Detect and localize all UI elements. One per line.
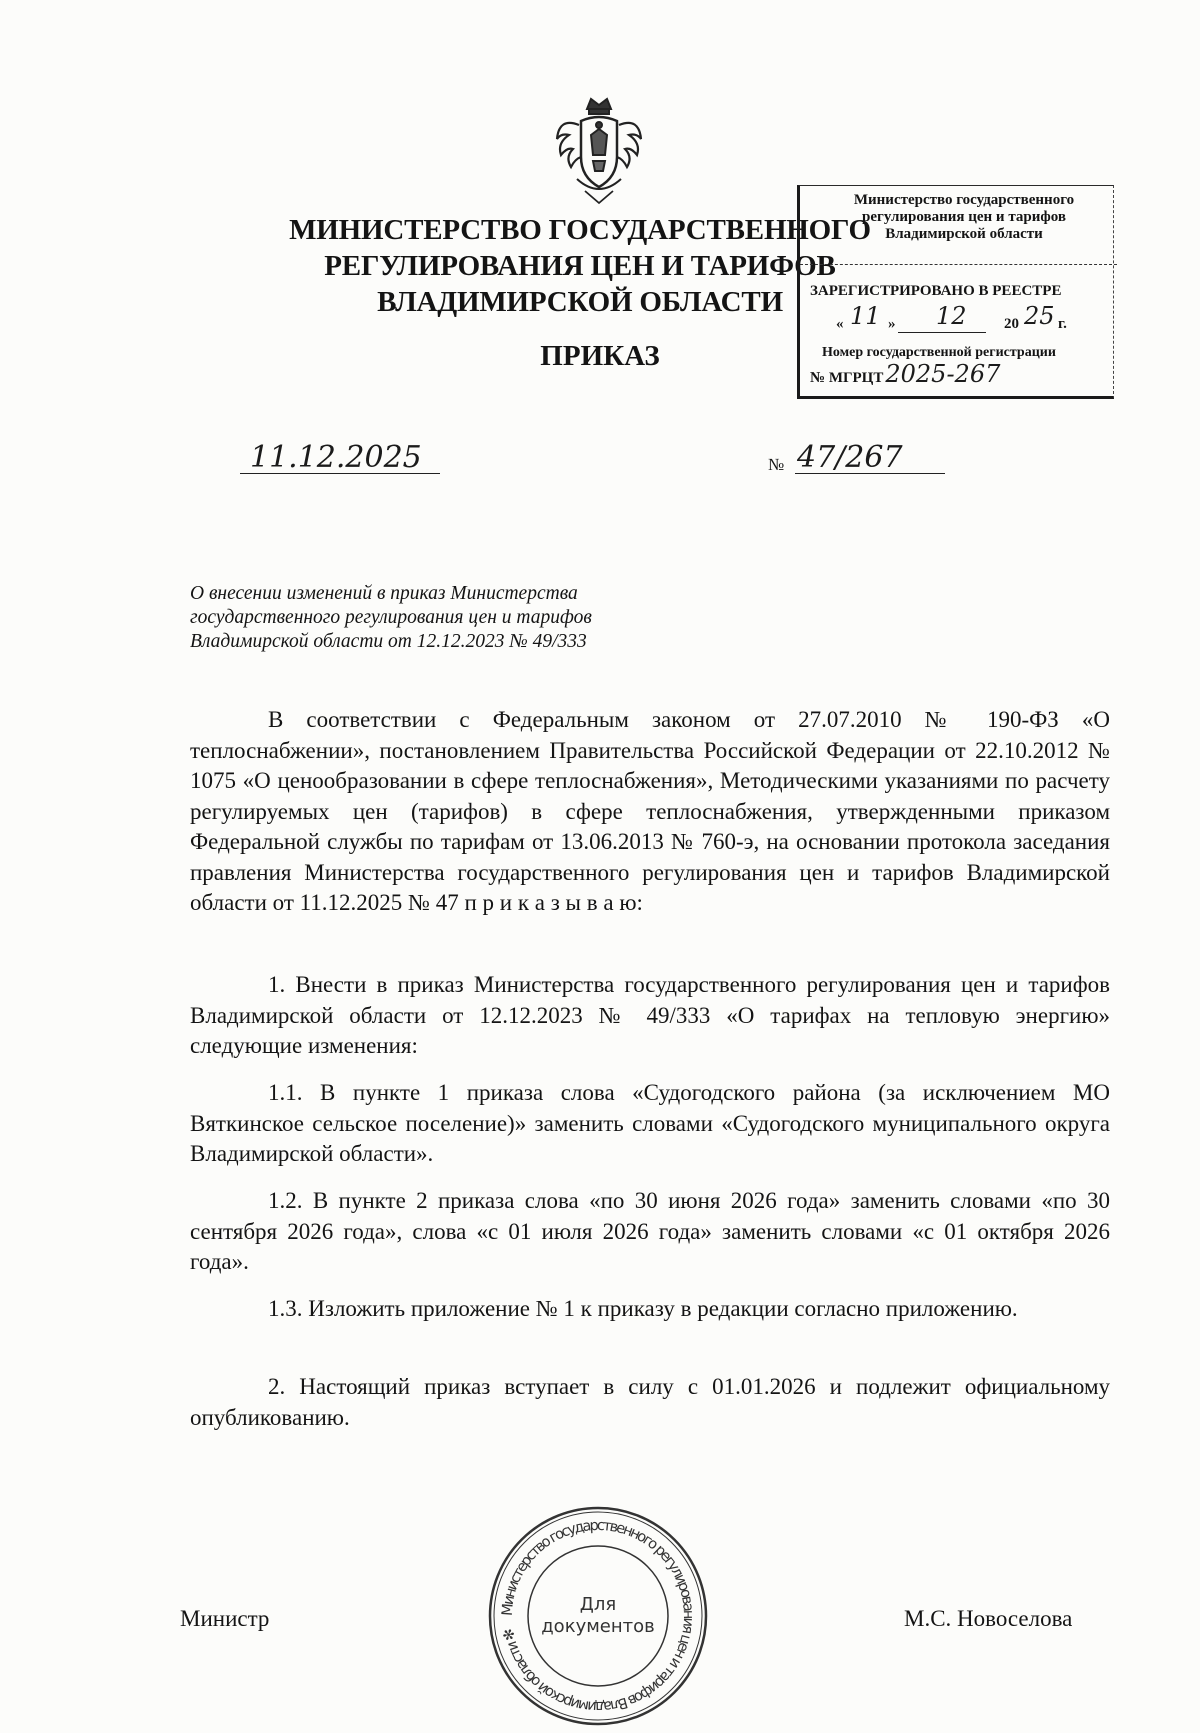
stamp-day: 11 [850,302,881,330]
coat-of-arms-icon [551,95,647,207]
seal-center-line2: документов [541,1616,655,1637]
item-1-3-paragraph: 1.3. Изложить приложение № 1 к приказу в редакции согласно приложению. [268,1296,1018,1321]
stamp-ministry-line3: Владимирской области [885,226,1043,242]
order-number-sign: № [768,455,785,474]
signatory-role: Министр [180,1606,270,1631]
subject-line2: государственного регулирования цен и тарифов [190,607,592,628]
order-number-underline [795,473,945,474]
item-1-2-paragraph: 1.2. В пункте 2 приказа слова «по 30 июня 2026 года» заменить словами «по 30 сентября 2026 года», слова «с 01 июля 2026 года» заменить словами «с 01 октября 2026 года». [190,1188,1110,1274]
signatory-name: М.С. Новоселова [904,1606,1073,1631]
subject-line3: Владимирской области от 12.12.2023 № 49/333 [190,631,587,652]
stamp-year-prefix: 20 [1004,316,1019,332]
stamp-ministry-block [814,192,1114,243]
stamp-number-row [810,360,1001,388]
order-number: 47/267 [797,440,903,475]
stamp-number-prefix: № МГРЦТ [810,370,884,386]
stamp-year-suffix: 25 [1024,302,1055,330]
stamp-registered-label: ЗАРЕГИСТРИРОВАНО В РЕЕСТРЕ [810,283,1062,299]
stamp-number-value: 2025-267 [885,360,1001,388]
seal-ring-text: Министерство государственного регулирования цен и тарифов Владимирской области ✻ [499,1517,697,1715]
stamp-ministry-line1: Министерство государственного [853,192,1075,208]
seal-center-line1: Для [579,1594,617,1615]
item-1-paragraph: 1. Внести в приказ Министерства государственного регулирования цен и тарифов Владимирской области от 12.12.2023 № 49/333 «О тарифах на тепловую энергию» следующие изменения: [190,972,1110,1058]
stamp-divider [800,264,1117,265]
item-1-1-paragraph: 1.1. В пункте 1 приказа слова «Судогодского района (за исключением МО Вяткинское сельское поселение)» заменить словами «Судогодского муниципального округа Владимирской области». [190,1080,1110,1166]
registration-stamp [797,185,1114,399]
ministry-name-line3: ВЛАДИМИРСКОЙ ОБЛАСТИ [377,286,783,318]
order-date: 11.12.2025 [250,440,422,475]
order-subject [190,582,750,654]
document-type-title: ПРИКАЗ [540,340,660,372]
item-2-paragraph: 2. Настоящий приказ вступает в силу с 01.01.2026 и подлежит официальному опубликованию. [190,1374,1110,1430]
stamp-month: 12 [936,302,967,330]
stamp-number-label: Номер государственной регистрации [822,345,1056,360]
stamp-ministry-line2: регулирования цен и тарифов [862,209,1066,225]
order-date-underline [240,473,440,474]
ministry-name-line1: МИНИСТЕРСТВО ГОСУДАРСТВЕННОГО [289,214,871,246]
stamp-date-row: « 11 » 12 20 25 г. [836,302,1067,332]
official-seal [486,1504,710,1728]
preamble-paragraph: В соответствии с Федеральным законом от 27.07.2010 № 190-ФЗ «О теплоснабжении», постановлением Правительства Российской Федерации от 22.10.2012 № 1075 «О ценообразовании в сфере теплоснабжения», Методическими указаниями по расчету регулируемых цен (тарифов) в сфере теплоснабжения, утвержденными приказом Федеральной службы по тарифам от 13.06.2013 № 760-э, на основании протокола заседания правления Министерства государственного регулирования цен и тарифов Владимирской области от 11.12.2025 № 47 п р и к а з ы в а ю: [190,707,1110,915]
ministry-name-line2: РЕГУЛИРОВАНИЯ ЦЕН И ТАРИФОВ [324,250,836,282]
stamp-year-mark: г. [1058,316,1067,332]
subject-line1: О внесении изменений в приказ Министерства [190,583,578,604]
